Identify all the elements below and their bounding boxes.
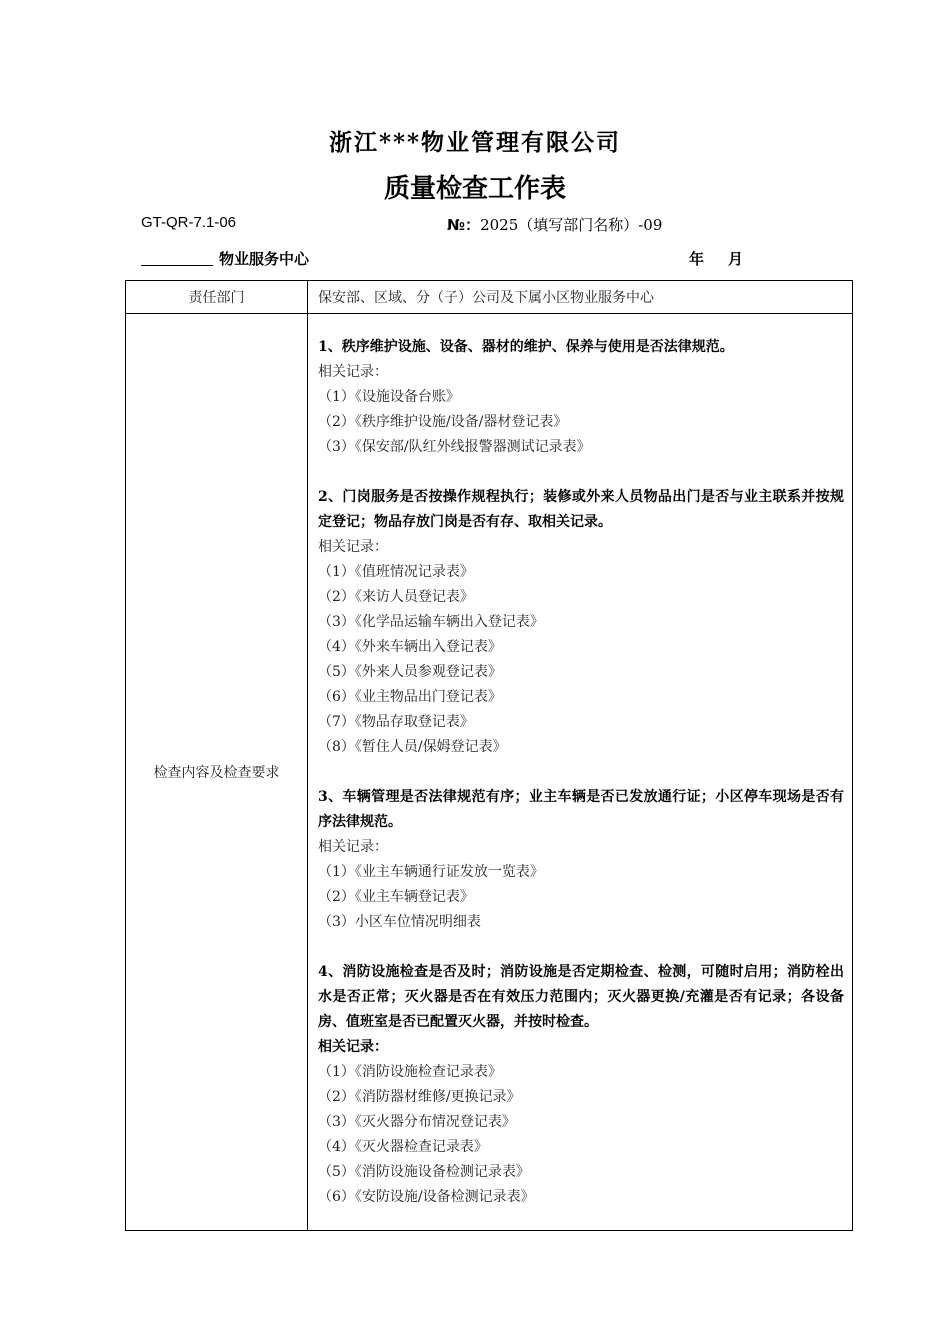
record-item: （3）小区车位情况明细表 (318, 913, 481, 930)
document-number-label: №： (447, 216, 481, 234)
record-item: （1）《消防设施检查记录表》 (318, 1063, 502, 1080)
section-heading: 4、消防设施检查是否及时；消防设施是否定期检查、检测，可随时启用；消防栓出水是否正常；灭火器是否在有效压力范围内；灭火器更换/充灌是否有记录；各设备房、值班室是否已配置灭火器，并按时检查。 (318, 963, 844, 1030)
record-item: （1）《业主车辆通行证发放一览表》 (318, 863, 544, 880)
dept-row (126, 281, 853, 314)
center-name-blank (141, 250, 213, 266)
record-item: （1）《值班情况记录表》 (318, 563, 474, 580)
section-2 (318, 485, 844, 760)
section-heading: 3、车辆管理是否法律规范有序；业主车辆是否已发放通行证；小区停车现场是否有序法律规范。 (318, 788, 844, 830)
records-label: 相关记录： (318, 538, 388, 555)
service-center-line (141, 248, 309, 269)
record-item: （5）《消防设施设备检测记录表》 (318, 1163, 530, 1180)
section-heading: 1、秩序维护设施、设备、器材的维护、保养与使用是否法律规范。 (318, 338, 734, 355)
records-label: 相关记录： (318, 363, 388, 380)
record-item: （8）《暂住人员/保姆登记表》 (318, 738, 507, 755)
date-line (689, 248, 767, 269)
record-item: （3）《化学品运输车辆出入登记表》 (318, 613, 544, 630)
record-item: （5）《外来人员参观登记表》 (318, 663, 502, 680)
section-1 (318, 335, 844, 460)
section-3 (318, 785, 844, 935)
record-item: （2）《秩序维护设施/设备/器材登记表》 (318, 413, 568, 430)
inspection-table (125, 280, 853, 1231)
content-row (126, 314, 853, 1231)
record-item: （6）《业主物品出门登记表》 (318, 688, 502, 705)
content-cell (308, 314, 853, 1231)
form-code: GT-QR-7.1-06 (141, 214, 237, 231)
records-label: 相关记录： (318, 1038, 388, 1055)
record-item: （2）《来访人员登记表》 (318, 588, 474, 605)
record-item: （7）《物品存取登记表》 (318, 713, 474, 730)
document-number-value: 2025（填写部门名称）-09 (480, 216, 663, 234)
company-name: 浙江***物业管理有限公司 (328, 129, 622, 156)
record-item: （4）《灭火器检查记录表》 (318, 1138, 488, 1155)
dept-label: 责任部门 (126, 281, 308, 314)
record-item: （4）《外来车辆出入登记表》 (318, 638, 502, 655)
record-item: （2）《业主车辆登记表》 (318, 888, 474, 905)
record-item: （3）《灭火器分布情况登记表》 (318, 1113, 516, 1130)
month-label: 月 (728, 250, 744, 268)
record-item: （2）《消防器材维修/更换记录》 (318, 1088, 521, 1105)
document-title: 质量检查工作表 (383, 174, 566, 204)
section-4 (318, 960, 844, 1210)
content-label: 检查内容及检查要求 (126, 314, 308, 1231)
service-center-suffix: 物业服务中心 (219, 250, 310, 268)
record-item: （1）《设施设备台账》 (318, 388, 460, 405)
record-item: （6）《安防设施/设备检测记录表》 (318, 1188, 535, 1205)
year-label: 年 (689, 250, 705, 268)
section-heading: 2、门岗服务是否按操作规程执行；装修或外来人员物品出门是否与业主联系并按规定登记；物品存放门岗是否有存、取相关记录。 (318, 488, 844, 530)
dept-value: 保安部、区域、分（子）公司及下属小区物业服务中心 (308, 281, 853, 314)
document-number (447, 214, 662, 235)
records-label: 相关记录： (318, 838, 388, 855)
record-item: （3）《保安部/队红外线报警器测试记录表》 (318, 438, 591, 455)
